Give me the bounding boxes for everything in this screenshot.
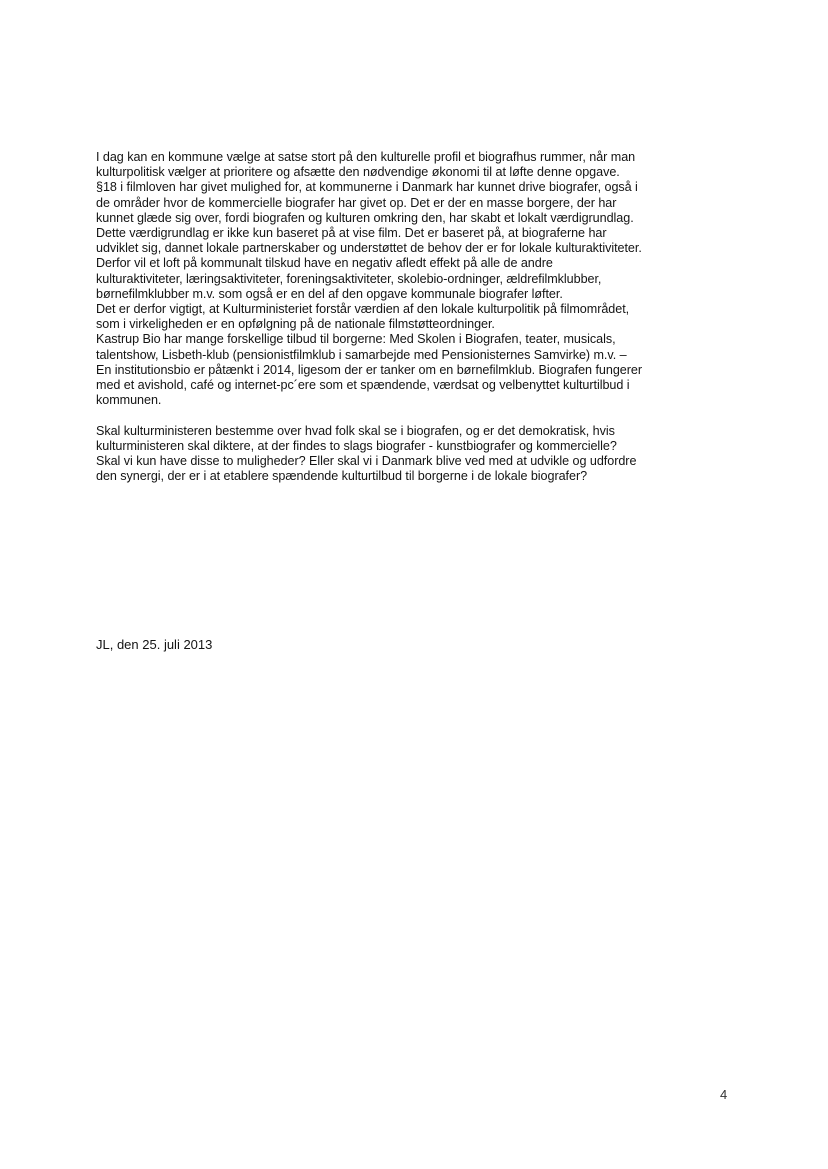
body-text	[96, 150, 736, 484]
text-line: I dag kan en kommune vælge at satse stort på den kulturelle profil et biografhus rummer, når man	[96, 150, 636, 164]
text-line: udviklet sig, dannet lokale partnerskaber og understøttet de behov der er for lokale kulturaktiviteter.	[96, 241, 642, 256]
text-line: den synergi, der er i at etablere spændende kulturtilbud til borgerne i de lokale biografer?	[96, 469, 588, 484]
text-line: Dette værdigrundlag er ikke kun baseret på at vise film. Det er baseret på, at biograferne har	[96, 226, 607, 241]
paragraph-spacer	[96, 408, 736, 423]
text-line: §18 i filmloven har givet mulighed for, at kommunerne i Danmark har kunnet drive biografer, også i	[96, 180, 638, 195]
text-line: kulturpolitisk vælger at prioritere og afsætte den nødvendige økonomi til at løfte denne opgave.	[96, 165, 620, 180]
text-line: børnefilmklubber m.v. som også er en del af den opgave kommunale biografer løfter.	[96, 286, 563, 301]
text-line: Skal kulturministeren bestemme over hvad folk skal se i biografen, og er det demokratisk, hvis	[96, 423, 615, 438]
text-line: Skal vi kun have disse to muligheder? Eller skal vi i Danmark blive ved med at udvikle og udfordre	[96, 454, 637, 469]
paragraph-2	[96, 424, 736, 485]
text-line: kulturministeren skal diktere, at der findes to slags biografer - kunstbiografer og kommercielle?	[96, 438, 617, 453]
text-line: En institutionsbio er påtænkt i 2014, ligesom der er tanker om en børnefilmklub. Biografen fungerer	[96, 362, 642, 377]
text-line: de områder hvor de kommercielle biografer har givet op. Det er der en masse borgere, der har	[96, 195, 617, 210]
text-line: kulturaktiviteter, læringsaktiviteter, foreningsaktiviteter, skolebio-ordninger, ældrefilmklubber,	[96, 271, 602, 286]
text-line: kommunen.	[96, 393, 162, 408]
text-line: Kastrup Bio har mange forskellige tilbud til borgerne: Med Skolen i Biografen, teater, musicals,	[96, 332, 616, 347]
text-line: Derfor vil et loft på kommunalt tilskud have en negativ afledt effekt på alle de andre	[96, 256, 553, 271]
signature-date: JL, den 25. juli 2013	[96, 637, 213, 652]
page-number: 4	[720, 1087, 728, 1102]
text-line: Det er derfor vigtigt, at Kulturministeriet forstår værdien af den lokale kulturpolitik på filmområdet,	[96, 302, 630, 317]
text-line: talentshow, Lisbeth-klub (pensionistfilmklub i samarbejde med Pensionisternes Samvirke) m.v. –	[96, 347, 627, 362]
text-line: som i virkeligheden er en opfølgning på de nationale filmstøtteordninger.	[96, 317, 495, 332]
text-line: kunnet glæde sig over, fordi biografen og kulturen omkring den, har skabt et lokalt værdigrundlag.	[96, 210, 634, 225]
paragraph-1	[96, 150, 736, 408]
text-line: med et avishold, café og internet-pc´ere som et spændende, værdsat og velbenyttet kulturtilbud i	[96, 378, 630, 393]
